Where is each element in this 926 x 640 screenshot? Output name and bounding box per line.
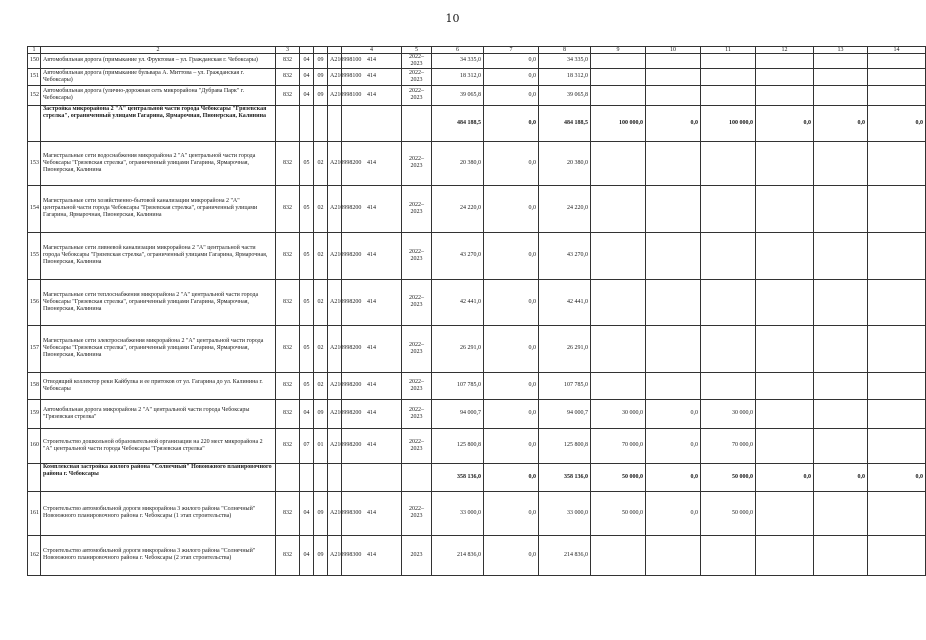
expense-type-code xyxy=(342,463,402,491)
value-col-11 xyxy=(701,279,756,325)
value-col-8: 26 291,0 xyxy=(539,325,591,372)
value-col-6: 358 136,0 xyxy=(432,463,484,491)
value-col-9: 70 000,0 xyxy=(591,428,646,463)
column-number-cell: 14 xyxy=(868,47,926,54)
ministry-code: 832 xyxy=(276,54,300,69)
value-col-7: 0,0 xyxy=(484,68,539,85)
subsection-code: 02 xyxy=(314,232,328,279)
value-col-9 xyxy=(591,54,646,69)
value-col-14 xyxy=(868,372,926,399)
value-col-9 xyxy=(591,372,646,399)
value-col-7: 0,0 xyxy=(484,232,539,279)
value-col-10 xyxy=(646,54,701,69)
value-col-8: 24 220,0 xyxy=(539,185,591,232)
value-col-13 xyxy=(814,68,868,85)
value-col-14 xyxy=(868,68,926,85)
value-col-11: 100 000,0 xyxy=(701,105,756,141)
value-col-8: 358 136,0 xyxy=(539,463,591,491)
value-col-8: 484 188,5 xyxy=(539,105,591,141)
section-code: 04 xyxy=(300,54,314,69)
value-col-13 xyxy=(814,399,868,428)
value-col-12 xyxy=(756,279,814,325)
value-col-6: 18 312,0 xyxy=(432,68,484,85)
row-number: 155 xyxy=(28,232,41,279)
value-col-11 xyxy=(701,185,756,232)
subsection-code: 09 xyxy=(314,54,328,69)
value-col-9 xyxy=(591,232,646,279)
ministry-code: 832 xyxy=(276,68,300,85)
row-number: 161 xyxy=(28,491,41,535)
target-article-code: А210998300 xyxy=(328,491,342,535)
value-col-7: 0,0 xyxy=(484,185,539,232)
value-col-6: 214 836,0 xyxy=(432,535,484,575)
expense-type-code: 414 xyxy=(342,491,402,535)
value-col-9 xyxy=(591,185,646,232)
table-group-row xyxy=(28,463,926,491)
value-col-12 xyxy=(756,68,814,85)
column-number-cell: 1 xyxy=(28,47,41,54)
column-number-cell: 7 xyxy=(484,47,539,54)
value-col-12: 0,0 xyxy=(756,463,814,491)
subsection-code: 09 xyxy=(314,85,328,105)
table-row xyxy=(28,54,926,69)
value-col-8: 20 380,0 xyxy=(539,141,591,185)
period-cell: 2022–2023 xyxy=(402,232,432,279)
period-cell: 2022–2023 xyxy=(402,54,432,69)
value-col-6: 39 065,8 xyxy=(432,85,484,105)
ministry-code: 832 xyxy=(276,279,300,325)
expense-type-code: 414 xyxy=(342,535,402,575)
column-number-row xyxy=(28,47,926,54)
value-col-8: 94 000,7 xyxy=(539,399,591,428)
value-col-6: 42 441,0 xyxy=(432,279,484,325)
table-row xyxy=(28,325,926,372)
row-number: 156 xyxy=(28,279,41,325)
value-col-14 xyxy=(868,185,926,232)
expense-type-code: 414 xyxy=(342,325,402,372)
column-number-cell: 8 xyxy=(539,47,591,54)
table-row xyxy=(28,491,926,535)
target-article-code: А210998200 xyxy=(328,232,342,279)
row-number xyxy=(28,463,41,491)
value-col-13 xyxy=(814,279,868,325)
column-number-cell: 3 xyxy=(276,47,300,54)
section-code: 05 xyxy=(300,185,314,232)
subsection-code: 01 xyxy=(314,428,328,463)
value-col-6: 484 188,5 xyxy=(432,105,484,141)
value-col-7: 0,0 xyxy=(484,85,539,105)
value-col-14 xyxy=(868,54,926,69)
table-row xyxy=(28,535,926,575)
value-col-9 xyxy=(591,68,646,85)
section-code: 05 xyxy=(300,372,314,399)
table-row xyxy=(28,232,926,279)
subsection-code: 02 xyxy=(314,185,328,232)
value-col-12 xyxy=(756,232,814,279)
value-col-10 xyxy=(646,141,701,185)
period-cell: 2022–2023 xyxy=(402,279,432,325)
column-number-cell: 5 xyxy=(402,47,432,54)
row-number: 154 xyxy=(28,185,41,232)
value-col-11: 50 000,0 xyxy=(701,463,756,491)
value-col-14 xyxy=(868,85,926,105)
target-article-code xyxy=(328,105,342,141)
expense-type-code: 414 xyxy=(342,185,402,232)
value-col-13 xyxy=(814,185,868,232)
ministry-code: 832 xyxy=(276,141,300,185)
value-col-8: 43 270,0 xyxy=(539,232,591,279)
target-article-code: А210998200 xyxy=(328,325,342,372)
value-col-9 xyxy=(591,85,646,105)
section-code: 05 xyxy=(300,232,314,279)
value-col-10: 0,0 xyxy=(646,491,701,535)
period-cell xyxy=(402,463,432,491)
value-col-14: 0,0 xyxy=(868,105,926,141)
subsection-code: 09 xyxy=(314,535,328,575)
value-col-11 xyxy=(701,535,756,575)
column-number-cell: 13 xyxy=(814,47,868,54)
section-code: 05 xyxy=(300,279,314,325)
row-number: 159 xyxy=(28,399,41,428)
row-name: Отводящий коллектор реки Кайбулка и ее притоков от ул. Гагарина до ул. Калинина г. Чебоксары xyxy=(41,372,276,399)
value-col-14 xyxy=(868,141,926,185)
value-col-10: 0,0 xyxy=(646,105,701,141)
value-col-7: 0,0 xyxy=(484,428,539,463)
value-col-14: 0,0 xyxy=(868,463,926,491)
target-article-code: А210998300 xyxy=(328,535,342,575)
period-cell: 2022–2023 xyxy=(402,491,432,535)
column-number-cell: 2 xyxy=(41,47,276,54)
section-code: 04 xyxy=(300,399,314,428)
target-article-code: А210998200 xyxy=(328,185,342,232)
value-col-13: 0,0 xyxy=(814,463,868,491)
value-col-9 xyxy=(591,141,646,185)
value-col-10: 0,0 xyxy=(646,399,701,428)
value-col-10 xyxy=(646,85,701,105)
period-cell: 2023 xyxy=(402,535,432,575)
value-col-11 xyxy=(701,85,756,105)
subsection-code: 02 xyxy=(314,141,328,185)
value-col-11 xyxy=(701,372,756,399)
expense-type-code: 414 xyxy=(342,85,402,105)
value-col-10 xyxy=(646,185,701,232)
row-name: Магистральные сети хозяйственно-бытовой канализации микрорайона 2 "А" центральной части города Чебоксары "Грязевская стрелка", ограниченный улицами Гагарина, Ярмарочная, Пионерская, Калинина xyxy=(41,185,276,232)
value-col-6: 94 000,7 xyxy=(432,399,484,428)
value-col-6: 43 270,0 xyxy=(432,232,484,279)
value-col-12 xyxy=(756,325,814,372)
ministry-code: 832 xyxy=(276,428,300,463)
value-col-10 xyxy=(646,325,701,372)
period-cell: 2022–2023 xyxy=(402,68,432,85)
value-col-7: 0,0 xyxy=(484,399,539,428)
value-col-14 xyxy=(868,535,926,575)
section-code xyxy=(300,463,314,491)
ministry-code: 832 xyxy=(276,232,300,279)
row-number: 153 xyxy=(28,141,41,185)
target-article-code: А210998100 xyxy=(328,54,342,69)
value-col-12 xyxy=(756,399,814,428)
value-col-14 xyxy=(868,491,926,535)
value-col-13 xyxy=(814,491,868,535)
value-col-14 xyxy=(868,279,926,325)
value-col-9: 50 000,0 xyxy=(591,463,646,491)
value-col-6: 34 335,0 xyxy=(432,54,484,69)
period-cell: 2022–2023 xyxy=(402,85,432,105)
value-col-7: 0,0 xyxy=(484,491,539,535)
column-number-cell xyxy=(328,47,342,54)
row-name: Магистральные сети теплоснабжения микрорайона 2 "А" центральной части города Чебоксары "Грязевская стрелка", ограниченный улицами Гагарина, Ярмарочная, Пионерская, Калинина xyxy=(41,279,276,325)
section-code: 05 xyxy=(300,325,314,372)
subsection-code xyxy=(314,105,328,141)
column-number-cell xyxy=(300,47,314,54)
expense-type-code xyxy=(342,105,402,141)
row-name: Автомобильная дорога (улично-дорожная сеть микрорайона "Дубрава Парк" г. Чебоксары) xyxy=(41,85,276,105)
subsection-code: 02 xyxy=(314,325,328,372)
expense-type-code: 414 xyxy=(342,279,402,325)
target-article-code: А210998100 xyxy=(328,68,342,85)
row-name: Магистральные сети электроснабжения микрорайона 2 "А" центральной части города Чебоксары "Грязевская стрелка", ограниченный улицами Гагарина, Ярмарочная, Пионерская, Калинина xyxy=(41,325,276,372)
row-number: 157 xyxy=(28,325,41,372)
column-number-cell: 9 xyxy=(591,47,646,54)
table-row xyxy=(28,185,926,232)
row-number: 160 xyxy=(28,428,41,463)
value-col-13 xyxy=(814,428,868,463)
value-col-8: 214 836,0 xyxy=(539,535,591,575)
value-col-10 xyxy=(646,68,701,85)
value-col-7: 0,0 xyxy=(484,325,539,372)
value-col-12 xyxy=(756,535,814,575)
column-number-cell: 10 xyxy=(646,47,701,54)
value-col-11: 30 000,0 xyxy=(701,399,756,428)
subsection-code xyxy=(314,463,328,491)
column-number-cell: 4 xyxy=(342,47,402,54)
value-col-11 xyxy=(701,141,756,185)
row-name: Строительство автомобильной дороги микрорайона 3 жилого района "Солнечный" Новоюжного планировочного района г. Чебоксары (1 этап строительства) xyxy=(41,491,276,535)
value-col-11: 50 000,0 xyxy=(701,491,756,535)
value-col-11 xyxy=(701,68,756,85)
row-number: 152 xyxy=(28,85,41,105)
column-number-cell: 11 xyxy=(701,47,756,54)
value-col-7: 0,0 xyxy=(484,535,539,575)
column-number-cell xyxy=(314,47,328,54)
table-group-row xyxy=(28,105,926,141)
value-col-12: 0,0 xyxy=(756,105,814,141)
value-col-12 xyxy=(756,372,814,399)
period-cell: 2022–2023 xyxy=(402,428,432,463)
target-article-code: А210998200 xyxy=(328,372,342,399)
ministry-code xyxy=(276,105,300,141)
value-col-8: 18 312,0 xyxy=(539,68,591,85)
period-cell xyxy=(402,105,432,141)
row-number: 162 xyxy=(28,535,41,575)
table-row xyxy=(28,141,926,185)
section-code: 04 xyxy=(300,491,314,535)
value-col-9: 50 000,0 xyxy=(591,491,646,535)
expense-type-code: 414 xyxy=(342,372,402,399)
target-article-code: А210998200 xyxy=(328,428,342,463)
value-col-9 xyxy=(591,279,646,325)
subsection-code: 02 xyxy=(314,279,328,325)
value-col-6: 125 800,8 xyxy=(432,428,484,463)
period-cell: 2022–2023 xyxy=(402,399,432,428)
value-col-6: 107 785,0 xyxy=(432,372,484,399)
ministry-code: 832 xyxy=(276,325,300,372)
value-col-10: 0,0 xyxy=(646,463,701,491)
ministry-code: 832 xyxy=(276,185,300,232)
section-code: 04 xyxy=(300,535,314,575)
value-col-8: 42 441,0 xyxy=(539,279,591,325)
row-number: 158 xyxy=(28,372,41,399)
value-col-6: 33 000,0 xyxy=(432,491,484,535)
value-col-9 xyxy=(591,325,646,372)
row-name: Строительство автомобильной дороги микрорайона 3 жилого района "Солнечный" Новоюжного планировочного района г. Чебоксары (2 этап строительства) xyxy=(41,535,276,575)
value-col-8: 33 000,0 xyxy=(539,491,591,535)
subsection-code: 09 xyxy=(314,399,328,428)
row-name: Строительство дошкольной образовательной организации на 220 мест микрорайона 2 "А" центральной части города Чебоксары "Грязевская стрелка" xyxy=(41,428,276,463)
row-number: 151 xyxy=(28,68,41,85)
value-col-6: 20 380,0 xyxy=(432,141,484,185)
row-name: Автомобильная дорога (примыкание ул. Фруктовая – ул. Гражданская г. Чебоксары) xyxy=(41,54,276,69)
row-number: 150 xyxy=(28,54,41,69)
column-number-cell: 6 xyxy=(432,47,484,54)
expense-type-code: 414 xyxy=(342,54,402,69)
subsection-code: 09 xyxy=(314,68,328,85)
table-row xyxy=(28,372,926,399)
value-col-7: 0,0 xyxy=(484,372,539,399)
section-code: 04 xyxy=(300,68,314,85)
value-col-11: 70 000,0 xyxy=(701,428,756,463)
period-cell: 2022–2023 xyxy=(402,185,432,232)
period-cell: 2022–2023 xyxy=(402,372,432,399)
value-col-13 xyxy=(814,85,868,105)
row-name: Автомобильная дорога (примыкание бульвара А. Миттова – ул. Гражданская г. Чебоксары) xyxy=(41,68,276,85)
value-col-13 xyxy=(814,325,868,372)
target-article-code: А210998200 xyxy=(328,399,342,428)
value-col-10 xyxy=(646,279,701,325)
value-col-13 xyxy=(814,141,868,185)
subsection-code: 02 xyxy=(314,372,328,399)
value-col-12 xyxy=(756,54,814,69)
value-col-8: 34 335,0 xyxy=(539,54,591,69)
ministry-code: 832 xyxy=(276,399,300,428)
section-code: 04 xyxy=(300,85,314,105)
value-col-12 xyxy=(756,185,814,232)
target-article-code: А210998200 xyxy=(328,279,342,325)
target-article-code: А210998100 xyxy=(328,85,342,105)
value-col-11 xyxy=(701,54,756,69)
ministry-code xyxy=(276,463,300,491)
value-col-6: 26 291,0 xyxy=(432,325,484,372)
table-row xyxy=(28,279,926,325)
value-col-8: 125 800,8 xyxy=(539,428,591,463)
table-row xyxy=(28,399,926,428)
value-col-10 xyxy=(646,535,701,575)
value-col-13 xyxy=(814,535,868,575)
row-name: Автомобильная дорога микрорайона 2 "А" центральной части города Чебоксары "Грязевская стрелка" xyxy=(41,399,276,428)
table-body xyxy=(28,54,926,576)
target-article-code xyxy=(328,463,342,491)
column-number-cell: 12 xyxy=(756,47,814,54)
value-col-7: 0,0 xyxy=(484,54,539,69)
value-col-13 xyxy=(814,232,868,279)
target-article-code: А210998200 xyxy=(328,141,342,185)
ministry-code: 832 xyxy=(276,372,300,399)
value-col-14 xyxy=(868,428,926,463)
value-col-9: 30 000,0 xyxy=(591,399,646,428)
table-row xyxy=(28,428,926,463)
page-number: 10 xyxy=(445,12,460,25)
row-name: Комплексная застройка жилого района "Солнечный" Новоюжного планировочного района г. Чебоксары xyxy=(41,463,276,491)
period-cell: 2022–2023 xyxy=(402,325,432,372)
value-col-13 xyxy=(814,372,868,399)
value-col-10: 0,0 xyxy=(646,428,701,463)
table-row xyxy=(28,68,926,85)
value-col-6: 24 220,0 xyxy=(432,185,484,232)
ministry-code: 832 xyxy=(276,491,300,535)
value-col-7: 0,0 xyxy=(484,279,539,325)
row-name: Магистральные сети водоснабжения микрорайона 2 "А" центральной части города Чебоксары "Грязевская стрелка", ограниченный улицами Гагарина, Ярмарочная, Пионерская, Калинина xyxy=(41,141,276,185)
value-col-14 xyxy=(868,325,926,372)
value-col-12 xyxy=(756,85,814,105)
row-number xyxy=(28,105,41,141)
value-col-9: 100 000,0 xyxy=(591,105,646,141)
value-col-10 xyxy=(646,232,701,279)
ministry-code: 832 xyxy=(276,535,300,575)
expense-type-code: 414 xyxy=(342,141,402,185)
value-col-8: 107 785,0 xyxy=(539,372,591,399)
value-col-10 xyxy=(646,372,701,399)
value-col-11 xyxy=(701,325,756,372)
value-col-12 xyxy=(756,491,814,535)
expense-type-code: 414 xyxy=(342,232,402,279)
value-col-13: 0,0 xyxy=(814,105,868,141)
expense-type-code: 414 xyxy=(342,68,402,85)
subsection-code: 09 xyxy=(314,491,328,535)
section-code: 05 xyxy=(300,141,314,185)
value-col-8: 39 065,8 xyxy=(539,85,591,105)
section-code xyxy=(300,105,314,141)
value-col-12 xyxy=(756,428,814,463)
value-col-14 xyxy=(868,232,926,279)
table-row xyxy=(28,85,926,105)
value-col-14 xyxy=(868,399,926,428)
expense-type-code: 414 xyxy=(342,399,402,428)
value-col-12 xyxy=(756,141,814,185)
value-col-13 xyxy=(814,54,868,69)
value-col-7: 0,0 xyxy=(484,463,539,491)
budget-table xyxy=(27,46,926,576)
period-cell: 2022–2023 xyxy=(402,141,432,185)
expense-type-code: 414 xyxy=(342,428,402,463)
row-name: Застройка микрорайона 2 "А" центральной части города Чебоксары "Грязевская стрелка", ограниченный улицами Гагарина, Ярмарочная, Пионерская, Калинина xyxy=(41,105,276,141)
value-col-7: 0,0 xyxy=(484,141,539,185)
ministry-code: 832 xyxy=(276,85,300,105)
value-col-11 xyxy=(701,232,756,279)
value-col-9 xyxy=(591,535,646,575)
value-col-7: 0,0 xyxy=(484,105,539,141)
row-name: Магистральные сети ливневой канализации микрорайона 2 "А" центральной части города Чебоксары "Грязевская стрелка", ограниченный улицами Гагарина, Ярмарочная, Пионерская, Калинина xyxy=(41,232,276,279)
section-code: 07 xyxy=(300,428,314,463)
